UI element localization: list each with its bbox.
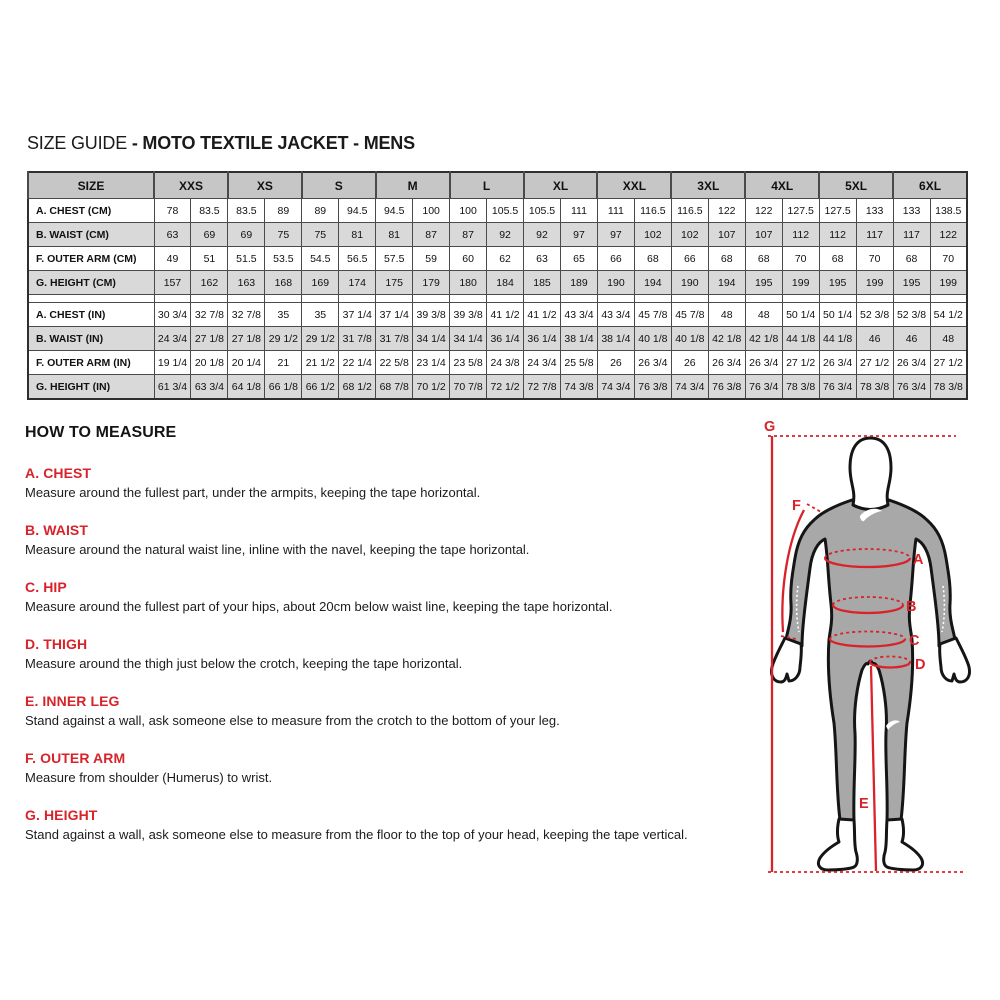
table-cell: 105.5	[524, 199, 561, 223]
table-cell: 29 1/2	[302, 327, 339, 351]
body-figure	[771, 438, 969, 870]
measure-section	[25, 693, 747, 729]
table-cell: 83.5	[191, 199, 228, 223]
separator-cell	[28, 295, 154, 303]
separator-cell	[893, 295, 930, 303]
page-title	[27, 133, 415, 154]
table-cell: 89	[302, 199, 339, 223]
measure-section-text: Measure around the fullest part, under the armpits, keeping the tape horizontal.	[25, 485, 481, 500]
table-cell: 111	[560, 199, 597, 223]
separator-cell	[782, 295, 819, 303]
table-cell: 195	[893, 271, 930, 295]
table-cell: 24 3/8	[487, 351, 524, 375]
measure-section-text: Measure around the natural waist line, inline with the navel, keeping the tape horizontal.	[25, 542, 530, 557]
separator-cell	[708, 295, 745, 303]
separator-cell	[228, 295, 265, 303]
table-cell: 29 1/2	[265, 327, 302, 351]
table-cell: 35	[302, 303, 339, 327]
table-row	[28, 271, 967, 295]
table-cell: 41 1/2	[524, 303, 561, 327]
size-col-header-xl: XL	[524, 172, 598, 199]
size-col-header-xs: XS	[228, 172, 302, 199]
measure-section	[25, 465, 747, 501]
table-cell: 63	[154, 223, 191, 247]
table-cell: 179	[413, 271, 450, 295]
table-cell: 69	[228, 223, 265, 247]
table-cell: 92	[524, 223, 561, 247]
size-table	[27, 171, 968, 400]
table-cell: 72 1/2	[487, 375, 524, 400]
table-cell: 22 1/4	[339, 351, 376, 375]
size-col-header-s: S	[302, 172, 376, 199]
row-label: G. HEIGHT (IN)	[28, 375, 154, 400]
table-cell: 44 1/8	[782, 327, 819, 351]
table-cell: 199	[782, 271, 819, 295]
size-col-header-xxs: XXS	[154, 172, 228, 199]
table-cell: 66 1/2	[302, 375, 339, 400]
measure-section-text: Measure around the fullest part of your hips, about 20cm below waist line, keeping the tape horizontal.	[25, 599, 613, 614]
table-cell: 68	[708, 247, 745, 271]
separator-cell	[339, 295, 376, 303]
table-cell: 26 3/4	[819, 351, 856, 375]
table-cell: 76 3/8	[708, 375, 745, 400]
table-cell: 107	[745, 223, 782, 247]
table-cell: 50 1/4	[819, 303, 856, 327]
table-cell: 26	[671, 351, 708, 375]
table-cell: 87	[450, 223, 487, 247]
table-cell: 23 5/8	[450, 351, 487, 375]
measure-section-text: Measure from shoulder (Humerus) to wrist.	[25, 770, 273, 785]
table-cell: 107	[708, 223, 745, 247]
table-row	[28, 327, 967, 351]
left-foot	[818, 819, 857, 870]
table-cell: 31 7/8	[339, 327, 376, 351]
table-cell: 62	[487, 247, 524, 271]
table-cell: 21	[265, 351, 302, 375]
table-cell: 45 7/8	[671, 303, 708, 327]
table-cell: 94.5	[339, 199, 376, 223]
table-cell: 68	[745, 247, 782, 271]
separator-cell	[302, 295, 339, 303]
table-cell: 26 3/4	[708, 351, 745, 375]
row-label: A. CHEST (IN)	[28, 303, 154, 327]
table-cell: 27 1/2	[930, 351, 967, 375]
separator-row	[28, 295, 967, 303]
table-cell: 44 1/8	[819, 327, 856, 351]
table-cell: 157	[154, 271, 191, 295]
table-cell: 24 3/4	[524, 351, 561, 375]
table-cell: 174	[339, 271, 376, 295]
table-cell: 27 1/8	[191, 327, 228, 351]
table-cell: 37 1/4	[339, 303, 376, 327]
table-cell: 127.5	[819, 199, 856, 223]
table-cell: 74 3/8	[560, 375, 597, 400]
table-cell: 38 1/4	[560, 327, 597, 351]
page-title-bold: - MOTO TEXTILE JACKET - MENS	[131, 133, 415, 153]
table-cell: 117	[893, 223, 930, 247]
table-cell: 68 7/8	[376, 375, 413, 400]
table-cell: 43 3/4	[597, 303, 634, 327]
measure-section-text: Stand against a wall, ask someone else to measure from the crotch to the bottom of your leg.	[25, 713, 560, 728]
separator-cell	[376, 295, 413, 303]
separator-cell	[634, 295, 671, 303]
table-cell: 34 1/4	[450, 327, 487, 351]
measure-section-text: Measure around the thigh just below the crotch, keeping the tape horizontal.	[25, 656, 463, 671]
table-cell: 89	[265, 199, 302, 223]
right-hand	[940, 638, 970, 682]
table-cell: 97	[560, 223, 597, 247]
table-cell: 76 3/8	[634, 375, 671, 400]
table-cell: 49	[154, 247, 191, 271]
table-cell: 97	[597, 223, 634, 247]
separator-cell	[154, 295, 191, 303]
measure-section-label: E. INNER LEG	[25, 693, 120, 709]
table-cell: 169	[302, 271, 339, 295]
measure-section-label: B. WAIST	[25, 522, 89, 538]
measure-section	[25, 579, 747, 615]
table-cell: 68	[893, 247, 930, 271]
table-cell: 27 1/2	[856, 351, 893, 375]
table-cell: 102	[671, 223, 708, 247]
table-cell: 56.5	[339, 247, 376, 271]
table-cell: 48	[745, 303, 782, 327]
label-inner-leg: E	[859, 796, 869, 812]
size-table-head-row	[28, 172, 967, 199]
table-cell: 78 3/8	[782, 375, 819, 400]
size-col-header-6xl: 6XL	[893, 172, 967, 199]
size-col-header-3xl: 3XL	[671, 172, 745, 199]
table-cell: 24 3/4	[154, 327, 191, 351]
row-label: B. WAIST (IN)	[28, 327, 154, 351]
table-cell: 76 3/4	[745, 375, 782, 400]
table-cell: 30 3/4	[154, 303, 191, 327]
measure-section-text: Stand against a wall, ask someone else to measure from the floor to the top of your head, keeping the tape vertical.	[25, 827, 688, 842]
table-cell: 64 1/8	[228, 375, 265, 400]
table-cell: 31 7/8	[376, 327, 413, 351]
table-cell: 127.5	[782, 199, 819, 223]
table-cell: 23 1/4	[413, 351, 450, 375]
table-cell: 75	[265, 223, 302, 247]
table-cell: 138.5	[930, 199, 967, 223]
table-cell: 195	[819, 271, 856, 295]
measure-section	[25, 522, 747, 558]
table-cell: 117	[856, 223, 893, 247]
measure-sections	[25, 465, 747, 843]
table-cell: 48	[708, 303, 745, 327]
separator-cell	[487, 295, 524, 303]
table-cell: 189	[560, 271, 597, 295]
table-cell: 40 1/8	[634, 327, 671, 351]
table-cell: 194	[634, 271, 671, 295]
table-cell: 51.5	[228, 247, 265, 271]
table-cell: 26 3/4	[745, 351, 782, 375]
table-cell: 94.5	[376, 199, 413, 223]
table-cell: 76 3/4	[819, 375, 856, 400]
table-cell: 100	[413, 199, 450, 223]
table-cell: 21 1/2	[302, 351, 339, 375]
table-cell: 133	[893, 199, 930, 223]
table-row	[28, 247, 967, 271]
table-cell: 22 5/8	[376, 351, 413, 375]
table-cell: 36 1/4	[524, 327, 561, 351]
row-label: G. HEIGHT (CM)	[28, 271, 154, 295]
table-cell: 25 5/8	[560, 351, 597, 375]
table-cell: 78 3/8	[856, 375, 893, 400]
table-cell: 65	[560, 247, 597, 271]
size-col-header-4xl: 4XL	[745, 172, 819, 199]
table-cell: 100	[450, 199, 487, 223]
table-cell: 102	[634, 223, 671, 247]
table-cell: 190	[671, 271, 708, 295]
table-cell: 66	[671, 247, 708, 271]
size-col-header-m: M	[376, 172, 450, 199]
table-cell: 60	[450, 247, 487, 271]
separator-cell	[265, 295, 302, 303]
table-row	[28, 199, 967, 223]
table-cell: 50 1/4	[782, 303, 819, 327]
table-cell: 52 3/8	[856, 303, 893, 327]
table-cell: 42 1/8	[745, 327, 782, 351]
table-cell: 70	[930, 247, 967, 271]
table-cell: 20 1/4	[228, 351, 265, 375]
table-cell: 37 1/4	[376, 303, 413, 327]
table-cell: 184	[487, 271, 524, 295]
table-cell: 32 7/8	[191, 303, 228, 327]
table-cell: 41 1/2	[487, 303, 524, 327]
table-cell: 46	[893, 327, 930, 351]
table-cell: 122	[930, 223, 967, 247]
table-cell: 26	[597, 351, 634, 375]
table-cell: 81	[376, 223, 413, 247]
table-cell: 51	[191, 247, 228, 271]
table-cell: 42 1/8	[708, 327, 745, 351]
table-cell: 195	[745, 271, 782, 295]
table-cell: 185	[524, 271, 561, 295]
table-cell: 81	[339, 223, 376, 247]
size-col-header-l: L	[450, 172, 524, 199]
row-label: B. WAIST (CM)	[28, 223, 154, 247]
table-row	[28, 351, 967, 375]
table-cell: 19 1/4	[154, 351, 191, 375]
table-cell: 78	[154, 199, 191, 223]
table-cell: 74 3/4	[671, 375, 708, 400]
measure-section-label: G. HEIGHT	[25, 807, 98, 823]
measurement-diagram	[740, 408, 1000, 888]
table-cell: 68 1/2	[339, 375, 376, 400]
size-col-header-xxl: XXL	[597, 172, 671, 199]
separator-cell	[930, 295, 967, 303]
size-table-body	[28, 199, 967, 400]
table-cell: 105.5	[487, 199, 524, 223]
separator-cell	[745, 295, 782, 303]
table-row	[28, 303, 967, 327]
inner-leg-line	[871, 666, 876, 871]
table-cell: 83.5	[228, 199, 265, 223]
table-cell: 116.5	[634, 199, 671, 223]
size-col-header-5xl: 5XL	[819, 172, 893, 199]
table-cell: 75	[302, 223, 339, 247]
measure-section-label: C. HIP	[25, 579, 67, 595]
separator-cell	[597, 295, 634, 303]
right-foot	[884, 819, 923, 870]
table-cell: 199	[856, 271, 893, 295]
how-to-measure	[25, 424, 747, 864]
table-cell: 180	[450, 271, 487, 295]
outer-arm-tick	[807, 504, 821, 512]
row-label: A. CHEST (CM)	[28, 199, 154, 223]
table-cell: 54.5	[302, 247, 339, 271]
table-cell: 69	[191, 223, 228, 247]
table-cell: 39 3/8	[413, 303, 450, 327]
table-row	[28, 223, 967, 247]
measure-section-label: D. THIGH	[25, 636, 88, 652]
measure-section	[25, 750, 747, 786]
measure-section	[25, 807, 747, 843]
table-cell: 36 1/4	[487, 327, 524, 351]
table-cell: 112	[782, 223, 819, 247]
table-cell: 163	[228, 271, 265, 295]
label-thigh: D	[915, 657, 926, 673]
size-table-corner: SIZE	[28, 172, 154, 199]
measure-section	[25, 636, 747, 672]
table-cell: 32 7/8	[228, 303, 265, 327]
row-label: F. OUTER ARM (CM)	[28, 247, 154, 271]
separator-cell	[560, 295, 597, 303]
table-cell: 27 1/2	[782, 351, 819, 375]
head	[850, 438, 891, 510]
table-cell: 168	[265, 271, 302, 295]
separator-cell	[191, 295, 228, 303]
table-cell: 26 3/4	[893, 351, 930, 375]
measure-section-label: F. OUTER ARM	[25, 750, 126, 766]
table-cell: 59	[413, 247, 450, 271]
separator-cell	[856, 295, 893, 303]
table-cell: 68	[819, 247, 856, 271]
table-cell: 40 1/8	[671, 327, 708, 351]
table-cell: 133	[856, 199, 893, 223]
table-cell: 63 3/4	[191, 375, 228, 400]
table-cell: 116.5	[671, 199, 708, 223]
separator-cell	[450, 295, 487, 303]
label-chest: A	[913, 552, 924, 568]
table-cell: 27 1/8	[228, 327, 265, 351]
table-cell: 66	[597, 247, 634, 271]
table-cell: 46	[856, 327, 893, 351]
table-cell: 43 3/4	[560, 303, 597, 327]
table-cell: 26 3/4	[634, 351, 671, 375]
table-cell: 53.5	[265, 247, 302, 271]
row-label: F. OUTER ARM (IN)	[28, 351, 154, 375]
table-cell: 70	[782, 247, 819, 271]
table-row	[28, 375, 967, 400]
label-height: G	[764, 419, 776, 435]
label-outer-arm: F	[792, 498, 801, 514]
table-cell: 52 3/8	[893, 303, 930, 327]
how-to-measure-heading: HOW TO MEASURE	[25, 424, 177, 441]
table-cell: 66 1/8	[265, 375, 302, 400]
table-cell: 34 1/4	[413, 327, 450, 351]
table-cell: 20 1/8	[191, 351, 228, 375]
table-cell: 162	[191, 271, 228, 295]
table-cell: 122	[745, 199, 782, 223]
table-cell: 35	[265, 303, 302, 327]
label-waist: B	[906, 599, 917, 615]
table-cell: 199	[930, 271, 967, 295]
table-cell: 57.5	[376, 247, 413, 271]
table-cell: 54 1/2	[930, 303, 967, 327]
table-cell: 190	[597, 271, 634, 295]
table-cell: 68	[634, 247, 671, 271]
left-hand	[771, 638, 801, 682]
table-cell: 92	[487, 223, 524, 247]
table-cell: 70	[856, 247, 893, 271]
table-cell: 70 1/2	[413, 375, 450, 400]
table-cell: 87	[413, 223, 450, 247]
measure-section-label: A. CHEST	[25, 465, 92, 481]
table-cell: 175	[376, 271, 413, 295]
table-cell: 72 7/8	[524, 375, 561, 400]
table-cell: 112	[819, 223, 856, 247]
table-cell: 111	[597, 199, 634, 223]
page-title-regular: SIZE GUIDE	[27, 133, 128, 153]
table-cell: 48	[930, 327, 967, 351]
table-cell: 76 3/4	[893, 375, 930, 400]
table-cell: 38 1/4	[597, 327, 634, 351]
table-cell: 45 7/8	[634, 303, 671, 327]
table-cell: 78 3/8	[930, 375, 967, 400]
separator-cell	[671, 295, 708, 303]
table-cell: 63	[524, 247, 561, 271]
table-cell: 122	[708, 199, 745, 223]
separator-cell	[524, 295, 561, 303]
table-cell: 74 3/4	[597, 375, 634, 400]
label-hip: C	[909, 633, 920, 649]
separator-cell	[413, 295, 450, 303]
table-cell: 61 3/4	[154, 375, 191, 400]
separator-cell	[819, 295, 856, 303]
table-cell: 194	[708, 271, 745, 295]
table-cell: 39 3/8	[450, 303, 487, 327]
table-cell: 70 7/8	[450, 375, 487, 400]
